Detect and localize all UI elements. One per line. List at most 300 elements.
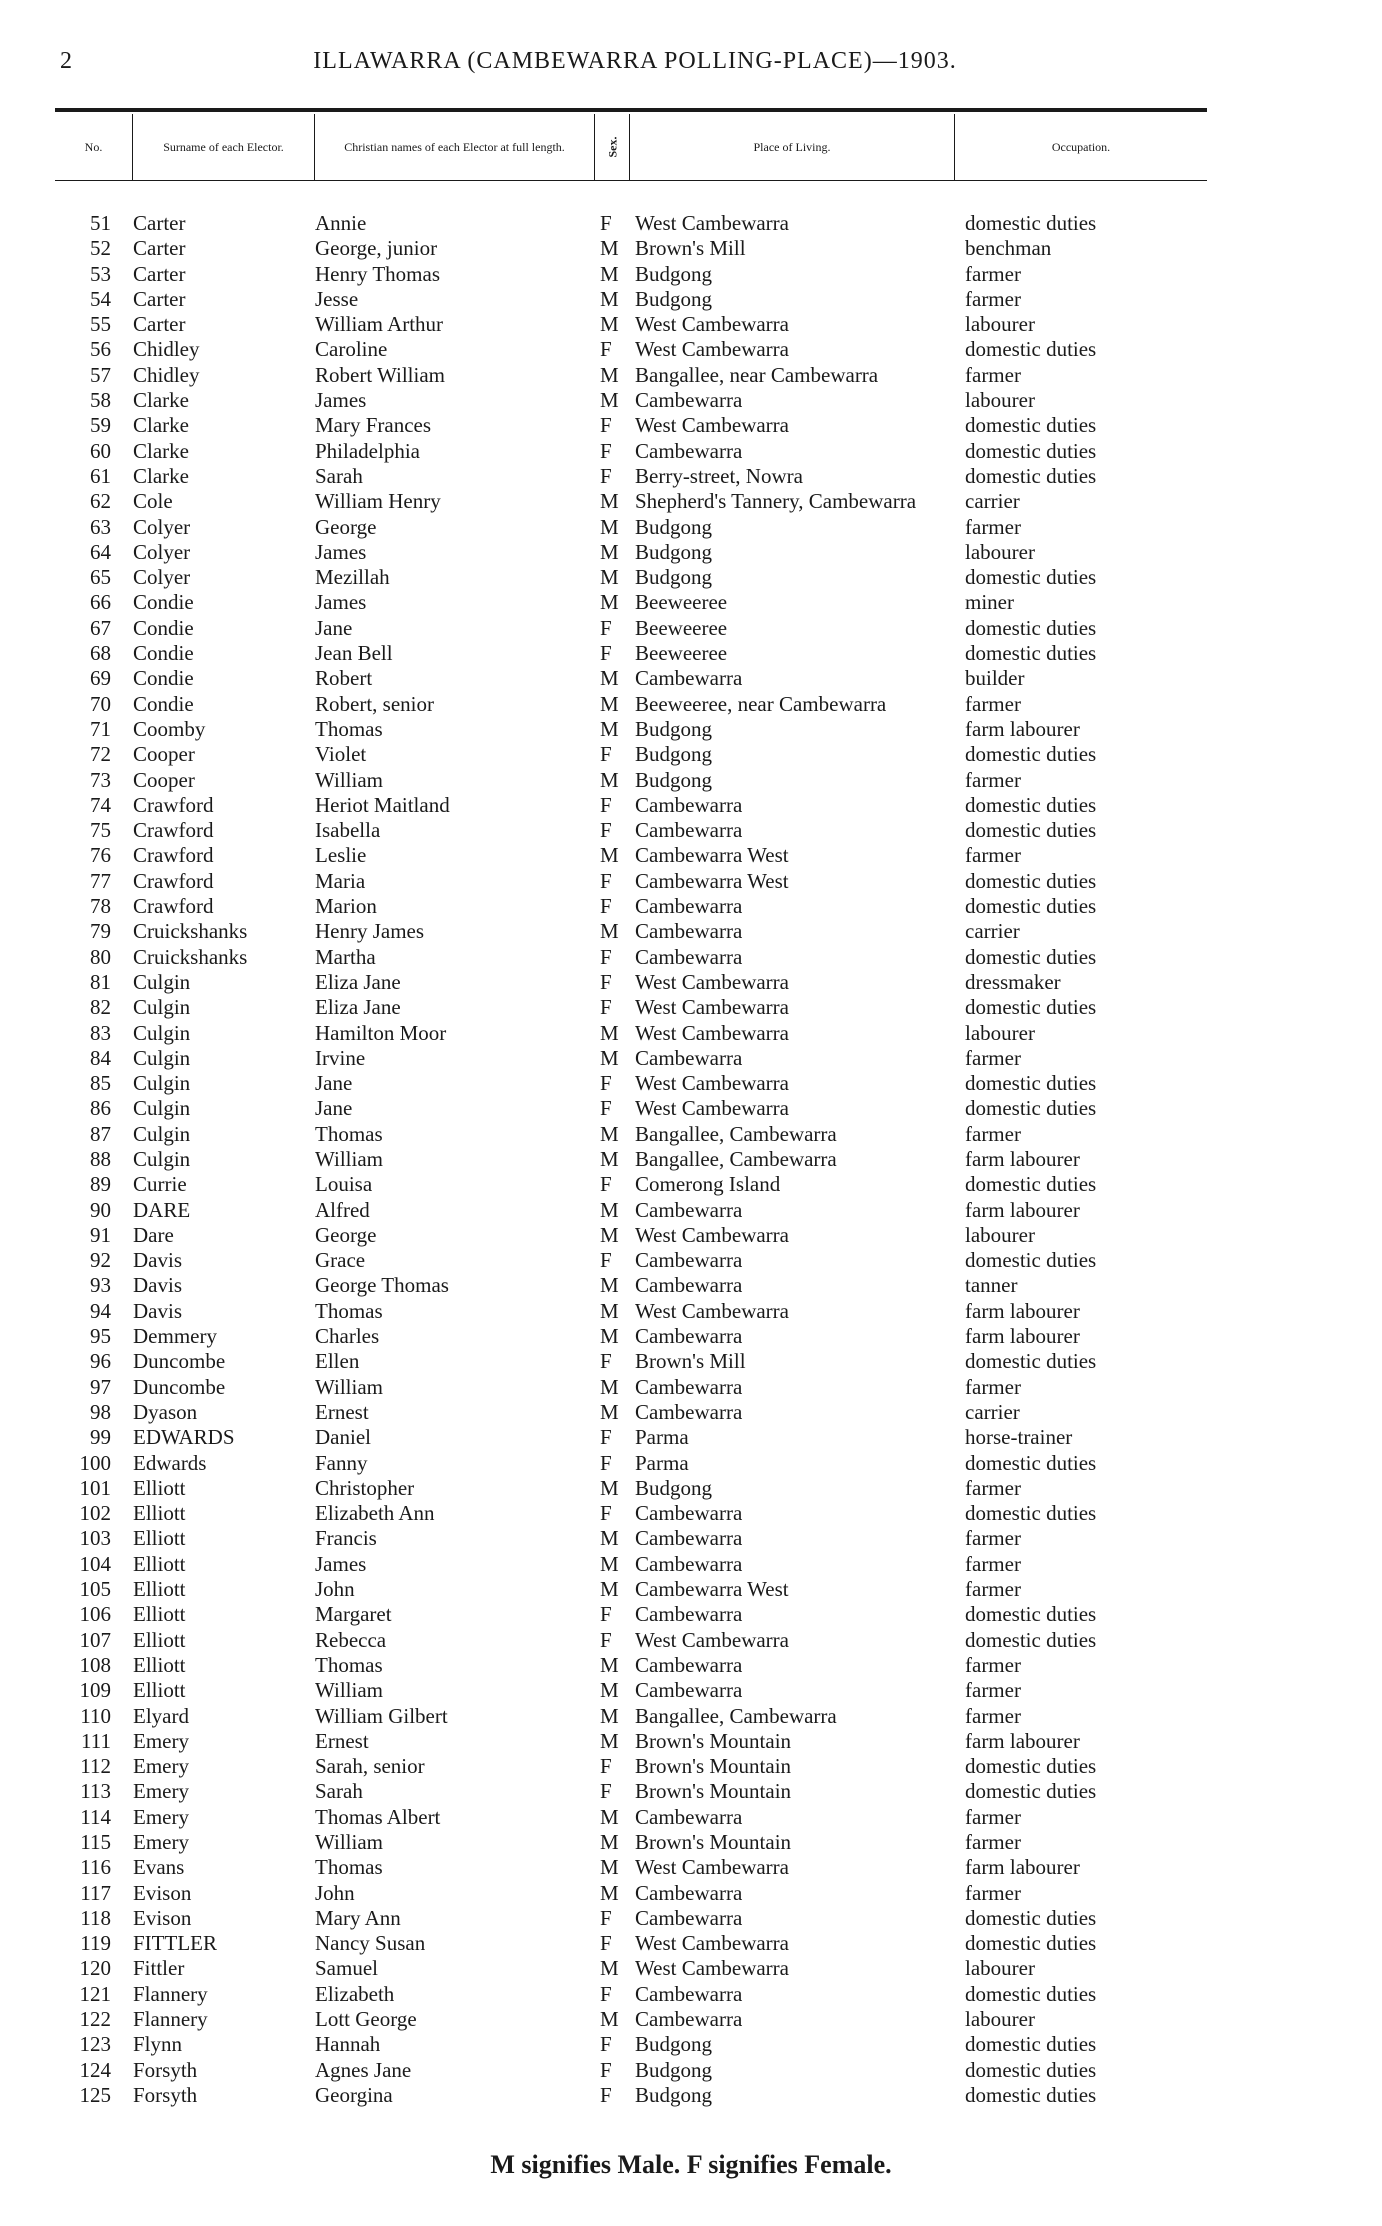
elector-number: 101 [79, 1475, 111, 1500]
elector-christian-names: Charles [315, 1324, 380, 1349]
elector-christian-names: Annie [315, 211, 367, 235]
table-row [55, 1678, 1207, 1703]
elector-number: 121 [79, 1981, 111, 2006]
elector-number: 71 [90, 716, 111, 741]
elector-place: Budgong [635, 1475, 713, 1500]
elector-occupation: farmer [965, 843, 1021, 868]
table-row [55, 1349, 1207, 1374]
elector-christian-names: Jane [315, 1096, 353, 1121]
elector-sex: M [600, 1399, 619, 1424]
elector-christian-names: Irvine [315, 1045, 366, 1070]
elector-christian-names: William [315, 1146, 383, 1171]
elector-occupation: domestic duties [965, 1779, 1097, 1804]
table-row [55, 1830, 1207, 1855]
table-row [55, 590, 1207, 615]
elector-surname: Condie [133, 641, 194, 666]
elector-place: Cambewarra [635, 792, 743, 817]
elector-christian-names: Thomas [315, 1652, 383, 1677]
elector-sex: M [600, 1121, 619, 1146]
elector-place: Cambewarra [635, 666, 743, 691]
elector-christian-names: Francis [315, 1526, 377, 1551]
elector-sex: F [600, 337, 612, 362]
elector-surname: Flynn [133, 2032, 183, 2057]
elector-occupation: farm labourer [965, 1197, 1080, 1222]
elector-place: Cambewarra [635, 1273, 743, 1298]
elector-surname: Crawford [133, 792, 214, 817]
elector-occupation: domestic duties [965, 463, 1097, 488]
table-row [55, 1501, 1207, 1526]
elector-surname: Elliott [133, 1602, 186, 1627]
elector-number: 86 [90, 1096, 111, 1121]
elector-christian-names: Maria [315, 868, 366, 893]
elector-sex: F [600, 1248, 612, 1273]
elector-occupation: labourer [965, 539, 1035, 564]
elector-christian-names: Hamilton Moor [315, 1020, 447, 1045]
elector-place: West Cambewarra [635, 1956, 789, 1981]
elector-sex: M [600, 565, 619, 590]
elector-sex: M [600, 590, 619, 615]
table-row [55, 1375, 1207, 1400]
elector-surname: Cruickshanks [133, 944, 248, 969]
elector-number: 75 [90, 818, 111, 843]
elector-sex: F [600, 641, 612, 666]
elector-sex: M [600, 1273, 619, 1298]
elector-sex: F [600, 1096, 612, 1121]
table-row [55, 1172, 1207, 1197]
elector-place: Cambewarra [635, 1324, 743, 1349]
elector-surname: Clarke [133, 463, 189, 488]
elector-christian-names: Ernest [315, 1399, 369, 1424]
elector-sex: F [600, 463, 612, 488]
elector-christian-names: James [315, 590, 367, 615]
elector-occupation: labourer [965, 1222, 1035, 1247]
elector-occupation: carrier [965, 489, 1020, 514]
elector-christian-names: Mary Ann [315, 1905, 401, 1930]
table-row [55, 1754, 1207, 1779]
elector-surname: Emery [133, 1804, 189, 1829]
elector-surname: Carter [133, 286, 186, 311]
table-row [55, 1451, 1207, 1476]
elector-number: 70 [90, 691, 111, 716]
elector-place: Cambewarra [635, 1399, 743, 1424]
elector-place: West Cambewarra [635, 1855, 789, 1880]
elector-surname: Colyer [133, 565, 191, 590]
elector-sex: F [600, 1071, 612, 1096]
elector-place: Shepherd's Tannery, Cambewarra [635, 489, 917, 514]
elector-occupation: carrier [965, 919, 1020, 944]
table-row [55, 742, 1207, 767]
col-header-surname: Surname of each Elector. [133, 114, 315, 180]
elector-sex: M [600, 1678, 619, 1703]
table-row [55, 312, 1207, 337]
elector-christian-names: Nancy Susan [315, 1931, 426, 1956]
table-row [55, 1476, 1207, 1501]
table-row [55, 768, 1207, 793]
elector-place: West Cambewarra [635, 1096, 789, 1121]
elector-sex: F [600, 1754, 612, 1779]
elector-number: 89 [90, 1172, 111, 1197]
elector-surname: Elliott [133, 1475, 186, 1500]
elector-occupation: domestic duties [965, 2082, 1097, 2107]
elector-place: West Cambewarra [635, 969, 789, 994]
elector-surname: Emery [133, 1754, 189, 1779]
elector-sex: M [600, 1577, 619, 1602]
elector-surname: Fittler [133, 1956, 185, 1981]
elector-number: 124 [79, 2057, 111, 2082]
table-row [55, 641, 1207, 666]
elector-occupation: domestic duties [965, 742, 1097, 767]
elector-number: 104 [79, 1551, 111, 1576]
table-row [55, 464, 1207, 489]
elector-surname: Condie [133, 590, 194, 615]
elector-place: Berry-street, Nowra [635, 463, 803, 488]
elector-occupation: carrier [965, 1399, 1020, 1424]
elector-occupation: domestic duties [965, 1627, 1097, 1652]
footnote: M signifies Male. F signifies Female. [490, 2150, 892, 2179]
elector-sex: M [600, 1298, 619, 1323]
elector-sex: M [600, 236, 619, 261]
elector-christian-names: William Henry [315, 489, 441, 514]
elector-occupation: farm labourer [965, 1146, 1080, 1171]
elector-place: Beeweeree [635, 590, 728, 615]
elector-sex: M [600, 691, 619, 716]
elector-occupation: farmer [965, 1830, 1021, 1854]
table-row [55, 1855, 1207, 1880]
elector-number: 117 [80, 1880, 111, 1905]
elector-number: 72 [90, 742, 111, 767]
elector-place: Budgong [635, 261, 713, 286]
elector-sex: F [600, 1602, 612, 1627]
elector-sex: F [600, 1931, 612, 1956]
elector-number: 64 [90, 539, 111, 564]
elector-occupation: farm labourer [965, 1298, 1080, 1323]
elector-occupation: farmer [965, 1551, 1021, 1576]
elector-number: 96 [90, 1349, 111, 1374]
elector-place: Cambewarra [635, 1880, 743, 1905]
elector-occupation: domestic duties [965, 1754, 1097, 1779]
elector-sex: F [600, 969, 612, 994]
col-header-occupation: Occupation. [1051, 140, 1111, 154]
elector-sex: F [600, 894, 612, 919]
elector-sex: M [600, 1956, 619, 1981]
col-header-no: No. [55, 114, 133, 180]
table-row [55, 1425, 1207, 1450]
elector-place: Brown's Mountain [635, 1728, 792, 1753]
elector-number: 87 [90, 1121, 111, 1146]
elector-surname: Coomby [133, 716, 206, 741]
elector-occupation: farmer [965, 286, 1021, 311]
elector-place: West Cambewarra [635, 1020, 789, 1045]
elector-sex: M [600, 1475, 619, 1500]
elector-number: 106 [79, 1602, 111, 1627]
elector-christian-names: James [315, 1551, 367, 1576]
electors-list [55, 211, 1207, 2108]
elector-sex: M [600, 767, 619, 792]
elector-place: Bangallee, near Cambewarra [635, 362, 879, 387]
elector-surname: Condie [133, 615, 194, 640]
elector-surname: Carter [133, 236, 186, 261]
elector-sex: M [600, 1374, 619, 1399]
elector-place: Beeweeree [635, 615, 728, 640]
elector-christian-names: Sarah, senior [315, 1754, 425, 1779]
elector-number: 114 [80, 1804, 111, 1829]
elector-surname: Duncombe [133, 1349, 226, 1374]
elector-number: 84 [90, 1045, 111, 1070]
table-row [55, 995, 1207, 1020]
elector-number: 60 [90, 438, 111, 463]
elector-sex: M [600, 1551, 619, 1576]
table-row [55, 818, 1207, 843]
elector-christian-names: William [315, 1830, 383, 1854]
elector-sex: F [600, 1779, 612, 1804]
table-row [55, 919, 1207, 944]
elector-number: 122 [79, 2007, 111, 2032]
elector-surname: Clarke [133, 438, 189, 463]
elector-surname: Culgin [133, 1071, 191, 1096]
table-row [55, 2032, 1207, 2057]
elector-occupation: farm labourer [965, 1324, 1080, 1349]
elector-christian-names: Eliza Jane [315, 969, 401, 994]
elector-place: Budgong [635, 2057, 713, 2082]
table-row [55, 1982, 1207, 2007]
elector-christian-names: Eliza Jane [315, 995, 401, 1020]
col-header-place: Place of Living. [630, 114, 955, 180]
elector-place: West Cambewarra [635, 211, 789, 235]
elector-surname: Emery [133, 1779, 189, 1804]
elector-number: 69 [90, 666, 111, 691]
table-row [55, 1198, 1207, 1223]
elector-sex: M [600, 1222, 619, 1247]
elector-surname: Emery [133, 1728, 189, 1753]
elector-number: 116 [80, 1855, 111, 1880]
table-row [55, 1881, 1207, 1906]
elector-christian-names: Thomas [315, 1855, 383, 1880]
elector-number: 92 [90, 1248, 111, 1273]
elector-occupation: farm labourer [965, 1728, 1080, 1753]
elector-christian-names: Fanny [315, 1450, 368, 1475]
elector-christian-names: William [315, 1678, 383, 1703]
elector-christian-names: George [315, 514, 377, 539]
elector-place: Parma [635, 1425, 689, 1450]
elector-christian-names: Elizabeth Ann [315, 1501, 435, 1526]
elector-sex: F [600, 2057, 612, 2082]
elector-surname: Duncombe [133, 1374, 226, 1399]
table-row [55, 1526, 1207, 1551]
elector-occupation: farmer [965, 1374, 1021, 1399]
elector-place: Cambewarra [635, 1551, 743, 1576]
elector-place: Budgong [635, 767, 713, 792]
table-row [55, 1729, 1207, 1754]
elector-occupation: farmer [965, 1652, 1021, 1677]
col-header-christian: Christian names of each Elector at full length. [315, 114, 595, 180]
elector-surname: Carter [133, 261, 186, 286]
elector-christian-names: Elizabeth [315, 1981, 395, 2006]
elector-surname: Demmery [133, 1324, 217, 1349]
elector-occupation: domestic duties [965, 641, 1097, 666]
elector-place: Brown's Mountain [635, 1779, 792, 1804]
table-row [55, 1577, 1207, 1602]
table-row [55, 211, 1207, 236]
elector-christian-names: Sarah [315, 463, 363, 488]
elector-sex: M [600, 1020, 619, 1045]
elector-number: 102 [79, 1501, 111, 1526]
page-title: ILLAWARRA (CAMBEWARRA POLLING-PLACE)—1903. [313, 48, 957, 74]
elector-sex: F [600, 1501, 612, 1526]
elector-place: Cambewarra [635, 438, 743, 463]
elector-christian-names: Henry James [315, 919, 425, 944]
elector-sex: M [600, 362, 619, 387]
elector-christian-names: Agnes Jane [315, 2057, 412, 2082]
elector-surname: FITTLER [133, 1931, 217, 1956]
table-row [55, 515, 1207, 540]
elector-christian-names: James [315, 388, 367, 413]
elector-place: Parma [635, 1450, 689, 1475]
elector-place: West Cambewarra [635, 995, 789, 1020]
elector-number: 99 [90, 1425, 111, 1450]
elector-sex: M [600, 1855, 619, 1880]
elector-place: Cambewarra [635, 388, 743, 413]
elector-number: 73 [90, 767, 111, 792]
elector-surname: EDWARDS [133, 1425, 235, 1450]
elector-surname: Elliott [133, 1627, 186, 1652]
table-row [55, 717, 1207, 742]
elector-christian-names: Grace [315, 1248, 366, 1273]
elector-surname: Cruickshanks [133, 919, 248, 944]
elector-sex: M [600, 1045, 619, 1070]
elector-occupation: benchman [965, 236, 1052, 261]
elector-occupation: tanner [965, 1273, 1018, 1298]
elector-place: Brown's Mountain [635, 1754, 792, 1779]
elector-number: 120 [79, 1956, 111, 1981]
table-row [55, 540, 1207, 565]
table-row [55, 262, 1207, 287]
elector-christian-names: Thomas [315, 1121, 383, 1146]
elector-occupation: dressmaker [965, 969, 1061, 994]
elector-occupation: domestic duties [965, 995, 1097, 1020]
elector-sex: M [600, 261, 619, 286]
elector-sex: M [600, 1197, 619, 1222]
elector-christian-names: Thomas Albert [315, 1804, 441, 1829]
elector-christian-names: William [315, 767, 383, 792]
elector-place: Cambewarra [635, 1602, 743, 1627]
elector-sex: F [600, 1450, 612, 1475]
elector-occupation: domestic duties [965, 2032, 1097, 2057]
elector-number: 66 [90, 590, 111, 615]
elector-sex: F [600, 2032, 612, 2057]
elector-christian-names: Philadelphia [315, 438, 420, 463]
elector-surname: Flannery [133, 1981, 208, 2006]
elector-surname: Culgin [133, 1020, 191, 1045]
elector-surname: Evison [133, 1905, 192, 1930]
elector-surname: Crawford [133, 843, 214, 868]
table-row [55, 337, 1207, 362]
elector-sex: F [600, 792, 612, 817]
table-row [55, 489, 1207, 514]
elector-sex: M [600, 312, 619, 337]
elector-sex: M [600, 716, 619, 741]
elector-number: 112 [80, 1754, 111, 1779]
elector-number: 111 [81, 1728, 111, 1753]
elector-place: Cambewarra [635, 944, 743, 969]
elector-surname: Elliott [133, 1501, 186, 1526]
elector-sex: M [600, 514, 619, 539]
elector-number: 82 [90, 995, 111, 1020]
elector-number: 113 [80, 1779, 111, 1804]
elector-surname: Forsyth [133, 2057, 198, 2082]
table-row [55, 894, 1207, 919]
elector-surname: Carter [133, 312, 186, 337]
elector-sex: F [600, 1627, 612, 1652]
elector-number: 79 [90, 919, 111, 944]
table-row [55, 363, 1207, 388]
elector-christian-names: Robert [315, 666, 373, 691]
table-row [55, 1956, 1207, 1981]
elector-sex: M [600, 666, 619, 691]
elector-occupation: labourer [965, 1956, 1035, 1981]
elector-number: 125 [79, 2082, 111, 2107]
elector-place: Bangallee, Cambewarra [635, 1146, 837, 1171]
elector-occupation: domestic duties [965, 792, 1097, 817]
elector-number: 95 [90, 1324, 111, 1349]
elector-occupation: farmer [965, 1045, 1021, 1070]
elector-surname: Culgin [133, 995, 191, 1020]
elector-number: 90 [90, 1197, 111, 1222]
elector-sex: F [600, 1425, 612, 1450]
table-row [55, 2007, 1207, 2032]
elector-number: 93 [90, 1273, 111, 1298]
elector-number: 52 [90, 236, 111, 261]
elector-occupation: domestic duties [965, 1602, 1097, 1627]
elector-occupation: domestic duties [965, 1501, 1097, 1526]
elector-christian-names: Jane [315, 1071, 353, 1096]
elector-christian-names: Thomas [315, 716, 383, 741]
elector-occupation: domestic duties [965, 211, 1097, 235]
elector-sex: F [600, 818, 612, 843]
table-row [55, 843, 1207, 868]
table-row [55, 565, 1207, 590]
table-row [55, 439, 1207, 464]
elector-christian-names: Hannah [315, 2032, 381, 2057]
elector-occupation: farm labourer [965, 716, 1080, 741]
elector-place: West Cambewarra [635, 1071, 789, 1096]
elector-christian-names: Jesse [315, 286, 359, 311]
elector-sex: F [600, 615, 612, 640]
table-row [55, 1400, 1207, 1425]
elector-occupation: domestic duties [965, 438, 1097, 463]
elector-sex: M [600, 1146, 619, 1171]
elector-place: Cambewarra [635, 1501, 743, 1526]
elector-christian-names: William Arthur [315, 312, 444, 337]
elector-place: Cambewarra [635, 1526, 743, 1551]
elector-occupation: domestic duties [965, 1071, 1097, 1096]
elector-surname: Edwards [133, 1450, 207, 1475]
elector-number: 100 [79, 1450, 111, 1475]
table-row [55, 1931, 1207, 1956]
elector-occupation: farmer [965, 1678, 1021, 1703]
elector-number: 88 [90, 1146, 111, 1171]
elector-occupation: farmer [965, 1703, 1021, 1728]
elector-surname: Elliott [133, 1652, 186, 1677]
elector-surname: Colyer [133, 514, 191, 539]
elector-christian-names: Robert, senior [315, 691, 434, 716]
elector-place: Beeweeree [635, 641, 728, 666]
elector-surname: Crawford [133, 868, 214, 893]
elector-place: Budgong [635, 716, 713, 741]
elector-occupation: domestic duties [965, 615, 1097, 640]
elector-place: Bangallee, Cambewarra [635, 1121, 837, 1146]
elector-surname: Crawford [133, 894, 214, 919]
table-row [55, 388, 1207, 413]
